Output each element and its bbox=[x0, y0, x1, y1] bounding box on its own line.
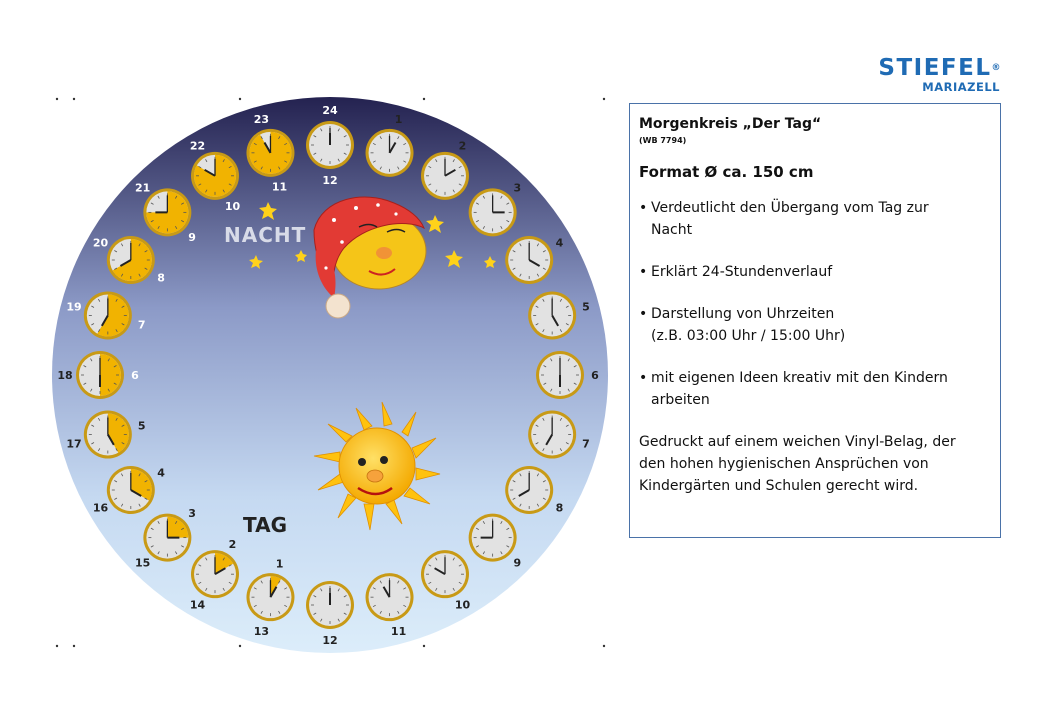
hour-label-24: 4 bbox=[555, 236, 564, 250]
feature-bullet-line: Darstellung von Uhrzeiten bbox=[651, 306, 835, 322]
feature-bullet bbox=[639, 303, 992, 347]
hour-label-24: 8 bbox=[555, 501, 564, 515]
hour-label-12: 1 bbox=[275, 557, 284, 571]
hour-label-24: 9 bbox=[513, 556, 522, 570]
day-label: TAG bbox=[243, 513, 287, 537]
feature-bullet-line: Verdeutlicht den Übergang vom Tag zur bbox=[651, 200, 929, 216]
hour-label-12: 9 bbox=[188, 231, 196, 245]
feature-bullet-line: arbeiten bbox=[651, 392, 710, 408]
info-title: Morgenkreis „Der Tag“ bbox=[639, 116, 822, 132]
feature-bullet-line: (z.B. 03:00 Uhr / 15:00 Uhr) bbox=[651, 328, 846, 344]
brand-logo bbox=[830, 56, 1002, 94]
hour-label-12: 2 bbox=[228, 537, 237, 551]
info-footer bbox=[639, 431, 992, 497]
hour-label-12: 6 bbox=[131, 369, 139, 382]
hour-label-24: 10 bbox=[454, 598, 471, 612]
hour-label-24: 18 bbox=[57, 369, 73, 382]
feature-bullet-line: mit eigenen Ideen kreativ mit den Kindern bbox=[651, 370, 948, 386]
info-footer-line: Gedruckt auf einem weichen Vinyl-Belag, der bbox=[639, 434, 956, 450]
hour-label-12: 4 bbox=[157, 466, 165, 480]
hour-label-24: 20 bbox=[92, 236, 109, 250]
info-code: (WB 7794) bbox=[639, 136, 687, 145]
brand-location: MARIAZELL bbox=[922, 80, 1000, 94]
hour-label-12: 12 bbox=[322, 174, 338, 187]
feature-bullet bbox=[639, 367, 992, 411]
day-night-circle-diagram bbox=[44, 90, 624, 670]
info-format: Format Ø ca. 150 cm bbox=[639, 163, 814, 181]
info-panel bbox=[629, 103, 1001, 538]
brand-name: STIEFEL® bbox=[878, 55, 1002, 81]
feature-bullet-line: Nacht bbox=[651, 222, 693, 238]
hour-label-24: 21 bbox=[134, 181, 151, 195]
hour-label-24: 23 bbox=[253, 113, 270, 127]
hour-label-24: 3 bbox=[513, 181, 522, 195]
feature-bullet bbox=[639, 261, 992, 283]
feature-bullet-line: Erklärt 24-Stundenverlauf bbox=[651, 264, 833, 280]
hour-label-24: 13 bbox=[253, 624, 270, 638]
hour-label-12: 3 bbox=[188, 506, 196, 520]
hour-label-12: 11 bbox=[271, 180, 288, 194]
hour-label-12: 7 bbox=[137, 318, 146, 332]
info-footer-line: den hohen hygienischen Ansprüchen von bbox=[639, 456, 929, 472]
feature-bullet bbox=[639, 197, 992, 241]
hour-label-24: 14 bbox=[189, 598, 206, 612]
hour-label-12: 8 bbox=[157, 271, 165, 285]
hour-label-24: 5 bbox=[582, 300, 590, 314]
info-footer-line: Kindergärten und Schulen gerecht wird. bbox=[639, 478, 919, 494]
hour-label-24: 16 bbox=[92, 501, 109, 515]
hour-label-24: 12 bbox=[322, 634, 338, 647]
hour-label-24: 7 bbox=[582, 437, 590, 451]
hour-label-12: 10 bbox=[224, 200, 241, 214]
hour-label-24: 6 bbox=[591, 369, 599, 382]
hour-label-24: 24 bbox=[322, 104, 338, 117]
hour-label-24: 2 bbox=[458, 139, 467, 153]
hour-label-24: 17 bbox=[66, 437, 82, 451]
hour-label-24: 15 bbox=[134, 556, 151, 570]
night-label: NACHT bbox=[224, 223, 307, 247]
hour-label-24: 1 bbox=[394, 113, 403, 127]
hour-label-24: 11 bbox=[390, 624, 407, 638]
hour-label-12: 5 bbox=[137, 419, 146, 433]
hour-label-24: 19 bbox=[66, 300, 82, 314]
hour-label-24: 22 bbox=[189, 139, 206, 153]
